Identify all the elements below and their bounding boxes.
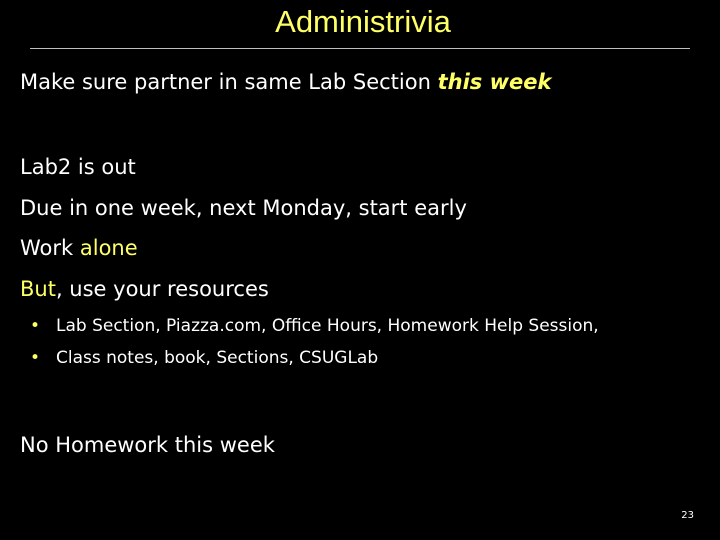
work-alone-emphasis: alone (79, 236, 138, 260)
partner-line-text: Make sure partner in same Lab Section (20, 70, 438, 94)
partner-line-emphasis: this week (437, 70, 552, 94)
work-alone-line (20, 234, 138, 262)
page-number: 23 (681, 510, 694, 521)
partner-line (20, 68, 551, 96)
bullet-text: Class notes, book, Sections, CSUGLab (56, 348, 379, 368)
due-line: Due in one week, next Monday, start early (20, 196, 467, 220)
bullet-icon: • (30, 348, 41, 368)
bullet-icon: • (30, 316, 41, 336)
resources-text: , use your resources (55, 277, 269, 301)
bullet-item (30, 347, 378, 369)
slide-title: Administrivia (275, 4, 451, 39)
work-alone-text: Work (20, 236, 80, 260)
resources-emphasis: But (20, 277, 56, 301)
no-homework-line: No Homework this week (20, 433, 275, 457)
resources-line (20, 275, 269, 303)
title-divider (30, 48, 690, 49)
bullet-text: Lab Section, Piazza.com, Office Hours, Homework Help Session, (56, 316, 599, 336)
bullet-item (30, 315, 599, 337)
lab2-line: Lab2 is out (20, 155, 136, 179)
